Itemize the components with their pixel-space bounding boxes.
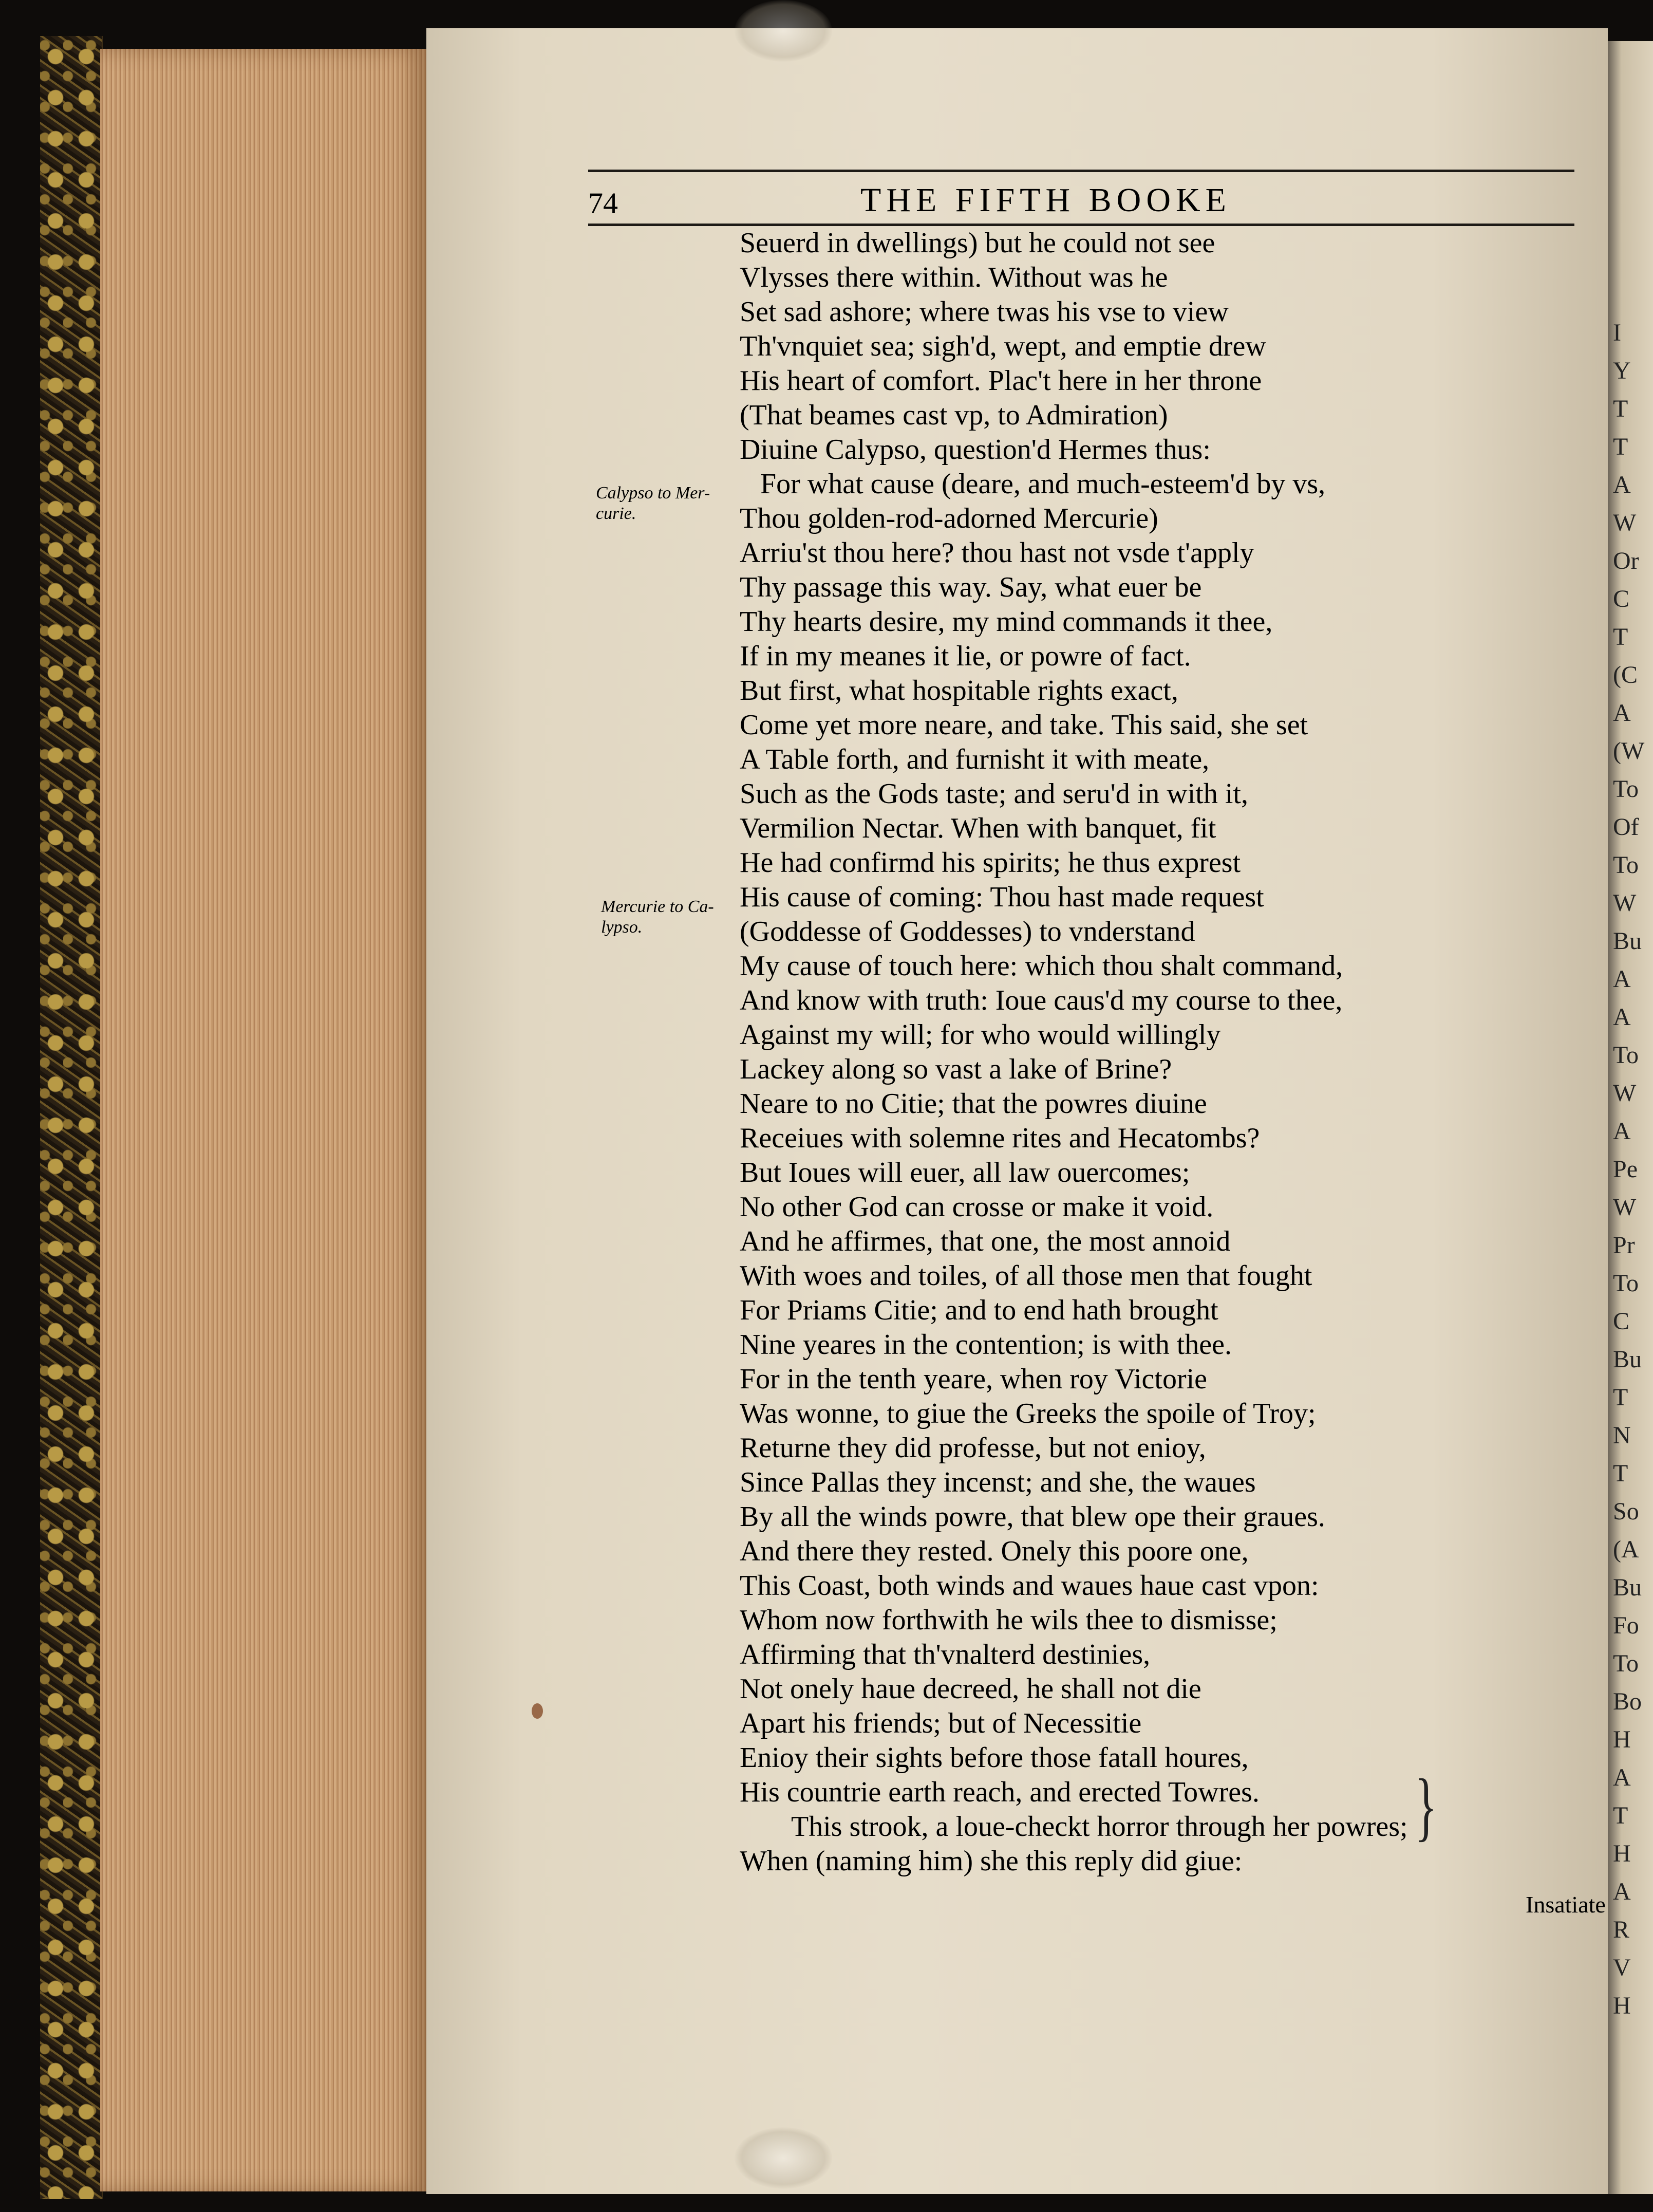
- verse-line: Affirming that th'vnalterd destinies,: [740, 1639, 1151, 1670]
- verse-line: But Ioues will euer, all law ouercomes;: [740, 1157, 1190, 1188]
- next-page-line-start: Y: [1613, 357, 1631, 384]
- verse-line: For what cause (deare, and much-esteem'd by vs,: [760, 468, 1326, 500]
- verse-line: Against my will; for who would willingly: [740, 1019, 1221, 1051]
- next-page-line-start: So: [1613, 1498, 1639, 1525]
- verse-line: A Table forth, and furnisht it with meate,: [740, 743, 1210, 775]
- next-page-line-start: W: [1613, 509, 1637, 536]
- next-page-line-start: A: [1613, 471, 1631, 498]
- next-page-line-start: A: [1613, 965, 1631, 993]
- verse-line: This strook, a loue-checkt horror through her powres;: [791, 1811, 1408, 1843]
- next-page-line-start: W: [1613, 889, 1637, 917]
- next-page-line-start: T: [1613, 1384, 1628, 1411]
- next-page-line-start: T: [1613, 395, 1628, 422]
- verse-line: His countrie earth reach, and erected Towres.: [740, 1776, 1260, 1808]
- verse-line: Was wonne, to giue the Greeks the spoile of Troy;: [740, 1398, 1316, 1429]
- running-head: [588, 170, 1574, 226]
- verse-line: Thy passage this way. Say, what euer be: [740, 571, 1202, 603]
- ink-stain: [532, 1703, 543, 1719]
- next-page-line-start: T: [1613, 1802, 1628, 1829]
- verse-line: Apart his friends; but of Necessitie: [740, 1707, 1142, 1739]
- brace-mark: }: [1415, 1763, 1437, 1849]
- next-page-line-start: Pr: [1613, 1232, 1635, 1259]
- header-rule-top: [588, 170, 1574, 172]
- verse-line: And know with truth: Ioue caus'd my course to thee,: [740, 984, 1343, 1016]
- verse-line: Lackey along so vast a lake of Brine?: [740, 1053, 1172, 1085]
- next-page-line-start: N: [1613, 1422, 1631, 1449]
- next-page-line-start: Of: [1613, 813, 1639, 841]
- verse-line: When (naming him) she this reply did giue:: [740, 1845, 1243, 1877]
- next-page-line-start: (A: [1613, 1536, 1639, 1563]
- next-page-line-start: H: [1613, 1840, 1631, 1867]
- verse-line: With woes and toiles, of all those men that fought: [740, 1260, 1312, 1292]
- next-page-line-start: R: [1613, 1916, 1630, 1943]
- next-page-line-start: T: [1613, 623, 1628, 650]
- next-page-line-start: W: [1613, 1194, 1637, 1221]
- verse-line: And he affirmes, that one, the most annoid: [740, 1225, 1231, 1257]
- next-page-line-start: Bu: [1613, 1346, 1642, 1373]
- verse-line: And there they rested. Onely this poore one,: [740, 1535, 1249, 1567]
- verse-line: My cause of touch here: which thou shalt command,: [740, 950, 1343, 982]
- verse-line: Thy hearts desire, my mind commands it thee,: [740, 606, 1273, 638]
- verse-line: Returne they did professe, but not enioy,: [740, 1432, 1206, 1464]
- verse-line: No other God can crosse or make it void.: [740, 1191, 1214, 1223]
- verse-line: Neare to no Citie; that the powres diuine: [740, 1088, 1207, 1120]
- page-fore-edge: [100, 49, 429, 2191]
- verse-line: Arriu'st thou here? thou hast not vsde t'apply: [740, 537, 1254, 569]
- gilt-binding-decoration: [40, 36, 103, 2199]
- catchword: Insatiate: [1526, 1891, 1606, 1918]
- verse-line: Come yet more neare, and take. This said, she set: [740, 709, 1308, 741]
- next-page-line-start: To: [1613, 1650, 1639, 1677]
- verse-line: Enioy their sights before those fatall houres,: [740, 1742, 1249, 1774]
- verse-line: His cause of coming: Thou hast made request: [740, 881, 1264, 913]
- verse-line: Seuerd in dwellings) but he could not see: [740, 227, 1215, 259]
- verse-line: Vermilion Nectar. When with banquet, fit: [740, 812, 1216, 844]
- next-page-line-start: Fo: [1613, 1612, 1639, 1639]
- next-page-line-start: A: [1613, 1118, 1631, 1145]
- verse-line: Nine yeares in the contention; is with thee.: [740, 1329, 1232, 1361]
- next-page-line-start: To: [1613, 1042, 1639, 1069]
- verse-line: This Coast, both winds and waues haue cast vpon:: [740, 1570, 1319, 1602]
- next-page-line-start: To: [1613, 851, 1639, 879]
- verse-line: His heart of comfort. Plac't here in her throne: [740, 365, 1262, 397]
- next-page-line-start: H: [1613, 1726, 1631, 1753]
- next-page-line-start: W: [1613, 1080, 1637, 1107]
- next-page-line-start: To: [1613, 1270, 1639, 1297]
- next-page-line-start: (W: [1613, 737, 1645, 765]
- next-page-line-start: Bu: [1613, 1574, 1642, 1601]
- next-page-line-start: (C: [1613, 661, 1638, 689]
- next-page-line-start: Bu: [1613, 927, 1642, 955]
- verse-line: Vlysses there within. Without was he: [740, 262, 1168, 293]
- verse-line: If in my meanes it lie, or powre of fact.: [740, 640, 1191, 672]
- verse-line: Thou golden-rod-adorned Mercurie): [740, 503, 1158, 534]
- verse-line: Receiues with solemne rites and Hecatombs?: [740, 1122, 1260, 1154]
- next-page-line-start: T: [1613, 1460, 1628, 1487]
- verse-text: [740, 226, 1474, 1879]
- next-page-line-start: To: [1613, 775, 1639, 803]
- next-page-line-start: C: [1613, 585, 1630, 612]
- verse-line: (That beames cast vp, to Admiration): [740, 399, 1168, 431]
- next-page-line-start: C: [1613, 1308, 1630, 1335]
- verse-line: (Goddesse of Goddesses) to vnderstand: [740, 916, 1195, 947]
- verse-line: Th'vnquiet sea; sigh'd, wept, and emptie drew: [740, 330, 1266, 362]
- verse-line: Whom now forthwith he wils thee to dismisse;: [740, 1604, 1278, 1636]
- verse-line: Such as the Gods taste; and seru'd in with it,: [740, 778, 1248, 810]
- next-page-line-start: I: [1613, 319, 1621, 346]
- next-page-line-start: Or: [1613, 547, 1639, 574]
- verse-line: By all the winds powre, that blew ope their graues.: [740, 1501, 1325, 1533]
- verse-line: For Priams Citie; and to end hath brought: [740, 1294, 1218, 1326]
- book-title: THE FIFTH BOOKE: [860, 181, 1231, 219]
- next-page-line-start: H: [1613, 1992, 1631, 2019]
- next-page-line-start: A: [1613, 1003, 1631, 1031]
- verse-line: Since Pallas they incenst; and she, the waues: [740, 1466, 1256, 1498]
- page-number: 74: [588, 187, 618, 220]
- next-page-edge: [1608, 41, 1653, 2194]
- page-clip-bottom: [735, 2127, 832, 2189]
- verse-line: He had confirmd his spirits; he thus exprest: [740, 847, 1241, 879]
- next-page-line-start: Bo: [1613, 1688, 1642, 1715]
- verse-line: Not onely haue decreed, he shall not die: [740, 1673, 1201, 1705]
- next-page-line-start: V: [1613, 1954, 1631, 1981]
- next-page-line-start: A: [1613, 699, 1631, 727]
- page-clip-top: [735, 0, 832, 62]
- next-page-line-start: T: [1613, 433, 1628, 460]
- side-note-mercurie: Mercurie to Ca- lypso.: [601, 897, 714, 937]
- verse-line: Set sad ashore; where twas his vse to view: [740, 296, 1229, 328]
- next-page-line-start: A: [1613, 1878, 1631, 1905]
- next-page-line-start: Pe: [1613, 1156, 1638, 1183]
- verse-line: For in the tenth yeare, when roy Victorie: [740, 1363, 1207, 1395]
- side-note-calypso: Calypso to Mer- curie.: [596, 484, 710, 523]
- verse-line: Diuine Calypso, question'd Hermes thus:: [740, 434, 1211, 466]
- next-page-line-start: A: [1613, 1764, 1631, 1791]
- verse-line: But first, what hospitable rights exact,: [740, 675, 1178, 707]
